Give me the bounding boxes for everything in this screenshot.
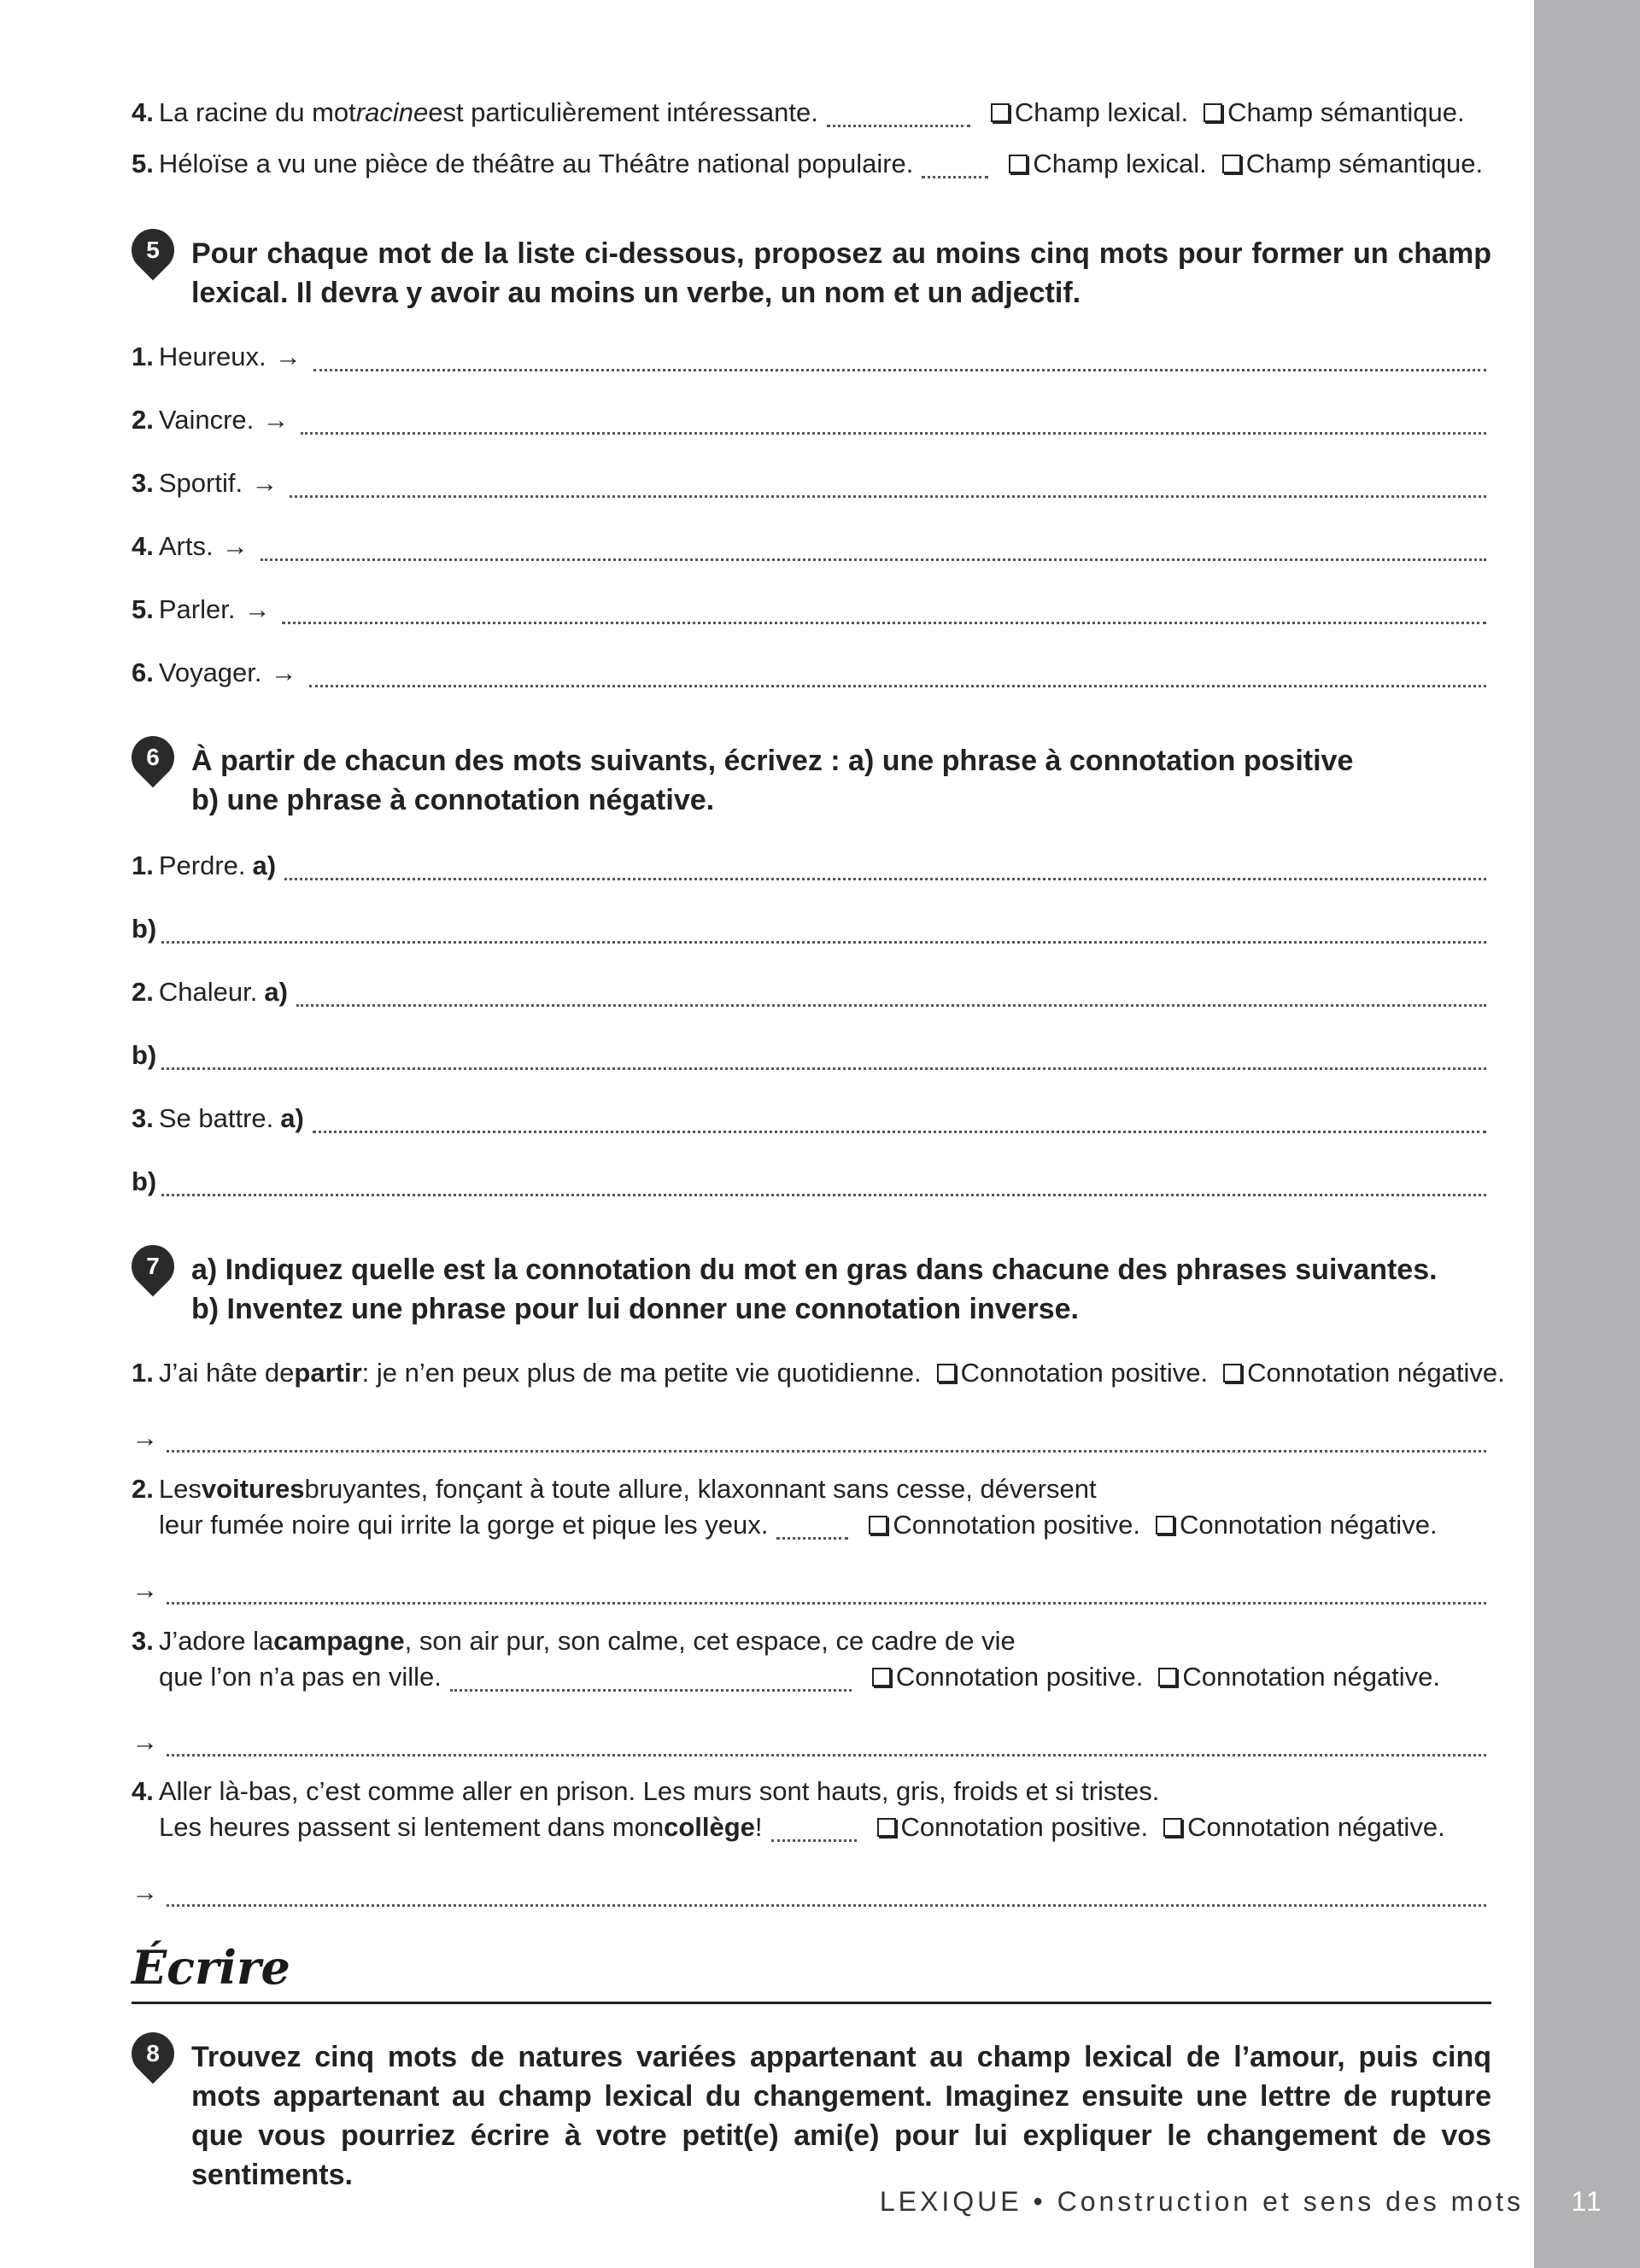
ex5-item-3: 3. Sportif. → bbox=[132, 468, 1491, 506]
ex7-item-4: 4. Aller là-bas, c’est comme aller en prison. Les murs sont hauts, gris, froids et si tristes. bbox=[132, 1776, 1160, 1806]
exercise-7-instruction: a) Indiquez quelle est la connotation du mot en gras dans chacune des phrases suivantes. b) Inventez une phrase pour lui donner une connotation inverse. bbox=[191, 1254, 1438, 1325]
ex5-item-4: 4. Arts. → bbox=[132, 531, 1491, 569]
ex7-item-1-answer bbox=[132, 1423, 1491, 1460]
ex7-item-3-answer bbox=[132, 1727, 1491, 1764]
answer-dots[interactable] bbox=[776, 1536, 848, 1540]
answer-dots[interactable] bbox=[313, 368, 1486, 371]
ex7-item-1: 1. J’ai hâte de partir : je n’en peux plus de ma petite vie quotidienne. Connotation positive. Connotation négative. bbox=[132, 1358, 1505, 1388]
answer-dots[interactable] bbox=[167, 1753, 1486, 1757]
answer-dots[interactable] bbox=[161, 1067, 1486, 1070]
ex6-item-1-b: b) bbox=[132, 914, 1491, 951]
arrow-icon: → bbox=[243, 594, 271, 624]
checkbox[interactable] bbox=[1222, 155, 1241, 173]
answer-dots[interactable] bbox=[450, 1688, 852, 1692]
ex5-item-2: 2. Vaincre. → bbox=[132, 405, 1491, 442]
checkbox[interactable] bbox=[1204, 103, 1222, 122]
answer-dots[interactable] bbox=[282, 621, 1486, 624]
ex7-item-2: 2. Les voitures bruyantes, fonçant à toute allure, klaxonnant sans cesse, déversent bbox=[132, 1474, 1097, 1504]
checkbox[interactable] bbox=[1009, 155, 1028, 173]
answer-dots[interactable] bbox=[296, 1003, 1486, 1007]
arrow-icon: → bbox=[251, 468, 278, 498]
answer-dots[interactable] bbox=[313, 1130, 1486, 1133]
ex5-item-6: 6. Voyager. → bbox=[132, 658, 1491, 695]
arrow-icon: → bbox=[270, 658, 297, 687]
answer-dots[interactable] bbox=[161, 940, 1486, 944]
answer-dots[interactable] bbox=[309, 684, 1486, 687]
answer-dots[interactable] bbox=[161, 1193, 1486, 1196]
ex6-item-2-a: 2. Chaleur. a) bbox=[132, 977, 1491, 1014]
exercise-6-badge: 6 bbox=[123, 728, 184, 788]
ex7-item-3: 3. J’adore la campagne , son air pur, son calme, cet espace, ce cadre de vie bbox=[132, 1626, 1016, 1656]
exercise-5-instruction: Pour chaque mot de la liste ci-dessous, proposez au moins cinq mots pour former un champ lexical. Il devra y avoir au moins un verbe, un nom et un adjectif. bbox=[191, 237, 1491, 309]
checkbox[interactable] bbox=[991, 103, 1010, 122]
answer-dots[interactable] bbox=[167, 1903, 1486, 1907]
answer-dots[interactable] bbox=[301, 431, 1486, 435]
ex6-item-3-b: b) bbox=[132, 1166, 1491, 1204]
ex5-item-1: 1. Heureux. → bbox=[132, 342, 1491, 379]
arrow-icon: → bbox=[132, 1423, 158, 1453]
answer-dots[interactable] bbox=[167, 1449, 1486, 1453]
exercise-8-badge: 8 bbox=[123, 2024, 184, 2084]
footer-title: LEXIQUE • Construction et sens des mots bbox=[879, 2186, 1524, 2217]
exercise-8-instruction: Trouvez cinq mots de natures variées appartenant au champ lexical de l’amour, puis cinq mots appartenant au champ lexical du changement. Imaginez ensuite une lettre de rupture que vous pourriez écrire à votre petit(e) ami(e) pour lui expliquer le changement de vos sentiments. bbox=[191, 2041, 1491, 2191]
checkbox[interactable] bbox=[1163, 1818, 1182, 1837]
section-divider bbox=[132, 2002, 1491, 2004]
arrow-icon: → bbox=[132, 1575, 158, 1605]
checkbox[interactable] bbox=[1223, 1364, 1242, 1382]
answer-dots[interactable] bbox=[284, 877, 1486, 880]
checkbox[interactable] bbox=[877, 1818, 896, 1837]
arrow-icon: → bbox=[262, 405, 290, 435]
arrow-icon: → bbox=[221, 531, 249, 561]
ex5-item-5: 5. Parler. → bbox=[132, 594, 1491, 632]
exercise-5-badge: 5 bbox=[123, 220, 184, 281]
ex4-item-4: 4. La racine du mot racine est particulièrement intéressante. Champ lexical. Champ sémantique. bbox=[132, 97, 1465, 127]
arrow-icon: → bbox=[132, 1877, 158, 1907]
ex6-item-1-a: 1. Perdre. a) bbox=[132, 850, 1491, 888]
answer-dots[interactable] bbox=[167, 1601, 1486, 1605]
answer-dots[interactable] bbox=[290, 494, 1486, 498]
exercise-6-instruction: À partir de chacun des mots suivants, écrivez : a) une phrase à connotation positive b) une phrase à connotation négative. bbox=[191, 745, 1354, 816]
answer-dots[interactable] bbox=[827, 124, 970, 127]
exercise-7-badge: 7 bbox=[123, 1236, 184, 1297]
arrow-icon: → bbox=[132, 1727, 158, 1757]
page-number: 11 bbox=[1571, 2186, 1603, 2217]
ex7-item-4-line2: Les heures passent si lentement dans mon collège ! Connotation positive. Connotation négative. bbox=[159, 1812, 1445, 1842]
answer-dots[interactable] bbox=[261, 558, 1486, 561]
ex6-item-2-b: b) bbox=[132, 1040, 1491, 1078]
ex7-item-2-line2: leur fumée noire qui irrite la gorge et pique les yeux. Connotation positive. Connotation négative. bbox=[159, 1510, 1438, 1540]
checkbox[interactable] bbox=[937, 1364, 956, 1382]
ex7-item-3-line2: que l’on n’a pas en ville. Connotation positive. Connotation négative. bbox=[159, 1662, 1441, 1692]
checkbox[interactable] bbox=[1156, 1516, 1174, 1534]
ex4-item-5: 5. Héloïse a vu une pièce de théâtre au Théâtre national populaire. Champ lexical. Champ sémantique. bbox=[132, 149, 1484, 178]
ex7-item-4-answer bbox=[132, 1877, 1491, 1914]
ex7-item-2-answer bbox=[132, 1575, 1491, 1612]
checkbox[interactable] bbox=[872, 1668, 891, 1686]
page-sidebar bbox=[1534, 0, 1640, 2268]
arrow-icon: → bbox=[274, 342, 302, 371]
answer-dots[interactable] bbox=[922, 175, 988, 178]
section-title-ecrire: Écrire bbox=[132, 1940, 290, 1995]
ex6-item-3-a: 3. Se battre. a) bbox=[132, 1103, 1491, 1141]
checkbox[interactable] bbox=[869, 1516, 887, 1534]
answer-dots[interactable] bbox=[771, 1838, 857, 1842]
checkbox[interactable] bbox=[1158, 1668, 1177, 1686]
